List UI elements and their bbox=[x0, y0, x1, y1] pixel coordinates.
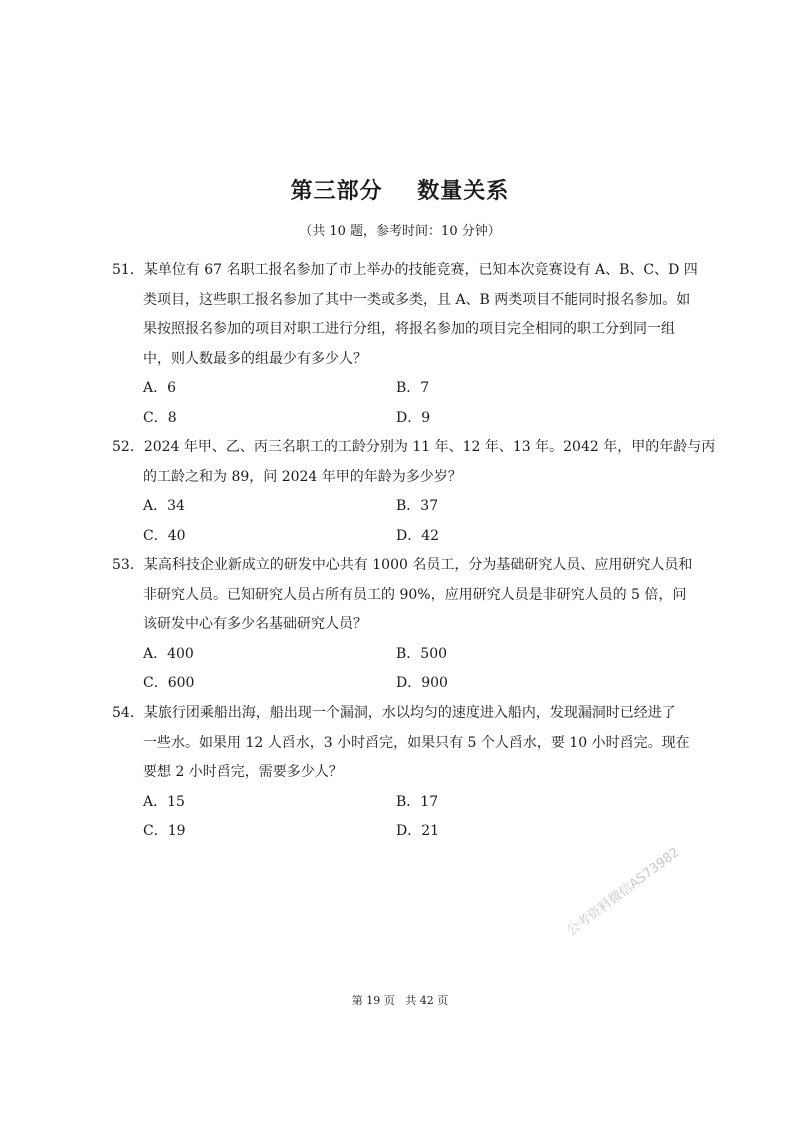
question-line: 52．2024 年甲、乙、丙三名职工的工龄分别为 11 年、12 年、13 年。2042 年，甲的年龄与丙 bbox=[112, 439, 716, 455]
option-c: C．19 bbox=[143, 823, 186, 839]
option-d: D．21 bbox=[396, 823, 440, 839]
option-c: C．600 bbox=[143, 675, 195, 691]
question-line: 该研发中心有多少名基础研究人员？ bbox=[143, 616, 367, 632]
question-54 bbox=[112, 699, 692, 847]
option-c: C．8 bbox=[143, 409, 177, 426]
question-line: 中，则人数最多的组最少有多少人？ bbox=[143, 350, 367, 367]
question-line: 类项目，这些职工报名参加了其中一类或多类，且 A、B 两类项目不能同时报名参加。如 bbox=[143, 291, 691, 308]
question-line: 要想 2 小时舀完，需要多少人？ bbox=[143, 764, 343, 780]
question-53 bbox=[112, 551, 692, 699]
question-line: 的工龄之和为 89，问 2024 年甲的年龄为多少岁？ bbox=[143, 468, 462, 485]
option-a: A．400 bbox=[143, 645, 194, 662]
option-b: B．7 bbox=[396, 380, 430, 396]
option-d: D．900 bbox=[396, 675, 448, 691]
option-c: C．40 bbox=[143, 527, 186, 544]
option-a: A．6 bbox=[143, 380, 177, 396]
option-d: D．42 bbox=[396, 527, 440, 544]
options bbox=[112, 640, 692, 699]
options bbox=[112, 374, 692, 433]
question-line: 一些水。如果用 12 人舀水，3 小时舀完，如果只有 5 个人舀水，要 10 小时舀完。现在 bbox=[143, 734, 690, 751]
question-line: 果按照报名参加的项目对职工进行分组，将报名参加的项目完全相同的职工分到同一组 bbox=[143, 321, 675, 337]
question-51 bbox=[112, 256, 698, 433]
section-title: 第三部分 数量关系 bbox=[290, 179, 510, 204]
option-d: D．9 bbox=[396, 409, 431, 426]
question-line: 53．某高科技企业新成立的研发中心共有 1000 名员工，分为基础研究人员、应用研究人员和 bbox=[112, 557, 693, 573]
page-number: 第 19 页 共 42 页 bbox=[351, 994, 449, 1007]
question-line: 54．某旅行团乘船出海，船出现一个漏洞，水以均匀的速度进入船内，发现漏洞时已经进了 bbox=[112, 705, 676, 721]
options bbox=[112, 788, 692, 847]
question-line: 非研究人员。已知研究人员占所有员工的 90%，应用研究人员是非研究人员的 5 倍，问 bbox=[143, 586, 687, 603]
option-a: A．15 bbox=[143, 793, 185, 810]
option-b: B．17 bbox=[396, 793, 439, 810]
option-a: A．34 bbox=[143, 498, 185, 514]
question-line: 51．某单位有 67 名职工报名参加了市上举办的技能竞赛，已知本次竞赛设有 A、B、C、D 四 bbox=[112, 262, 698, 278]
option-b: B．37 bbox=[396, 498, 439, 514]
option-b: B．500 bbox=[396, 645, 448, 662]
options bbox=[112, 492, 692, 551]
watermark: 公考资料微信AS73982 bbox=[564, 845, 683, 940]
section-subtitle: （共 10 题，参考时间：10 分钟） bbox=[299, 224, 501, 239]
question-52 bbox=[112, 433, 716, 551]
